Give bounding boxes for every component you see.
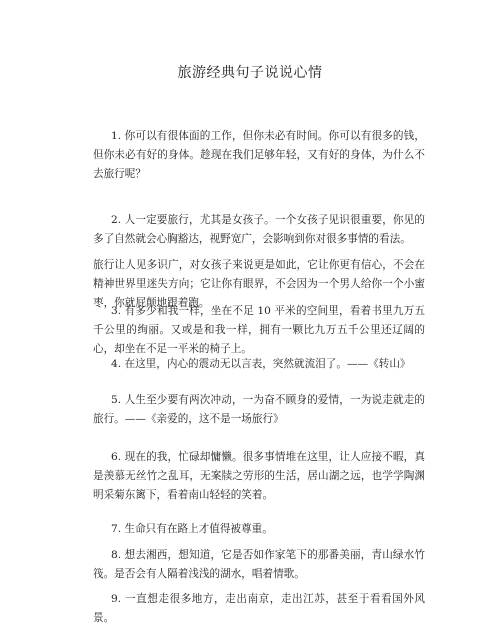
paragraph-6: 6. 现在的我，忙碌却慵懒。很多事情堆在这里，让人应接不暇，真是羡慕无丝竹之乱耳，无案牍之劳形的生活，居山湖之远，也学学陶渊明采菊东篱下，看着南山轻轻的笑着。	[93, 451, 425, 501]
paragraph-1: 1. 你可以有很体面的工作，但你未必有时间。你可以有很多的钱，但你未必有好的身体。趁现在我们足够年轻，又有好的身体，为什么不去旅行呢？	[93, 130, 425, 180]
paragraph-2: 2. 人一定要旅行，尤其是女孩子。一个女孩子见识很重要，你见的多了自然就会心胸豁达，视野宽广，会影响到你对很多事情的看法。	[93, 214, 425, 245]
paragraph-4: 4. 在这里，内心的震动无以言表，突然就流泪了。——《转山》	[111, 358, 411, 370]
paragraph-3: 3. 有多少和我一样，坐在不足 10 平米的空间里，看着书里九万五千公里的绚丽。又或是和我一样，拥有一颗比九万五千公里还辽阔的心，却坐在不足一平米的椅子上。	[93, 305, 425, 355]
paragraph-2-continued: 旅行让人见多识广，对女孩子来说更是如此，它让你更有信心，不会在精神世界里迷失方向；它让你有眼界，不会因为一个男人给你一个小蜜枣，你就屁颠地跟着跑。	[93, 259, 425, 309]
document-title: 旅游经典句子说说心情	[177, 65, 323, 81]
paragraph-7: 7. 生命只有在路上才值得被尊重。	[111, 523, 273, 535]
paragraph-5: 5. 人生至少要有两次冲动，一为奋不顾身的爱情，一为说走就走的旅行。——《亲爱的，这不是一场旅行》	[93, 394, 425, 425]
paragraph-8: 8. 想去湘西，想知道，它是否如作家笔下的那番美丽，青山绿水竹筏。是否会有人隔着浅浅的湖水，唱着情歌。	[93, 549, 425, 580]
paragraph-9: 9. 一直想走很多地方，走出南京，走出江苏，甚至于看看国外风景。	[93, 593, 425, 624]
